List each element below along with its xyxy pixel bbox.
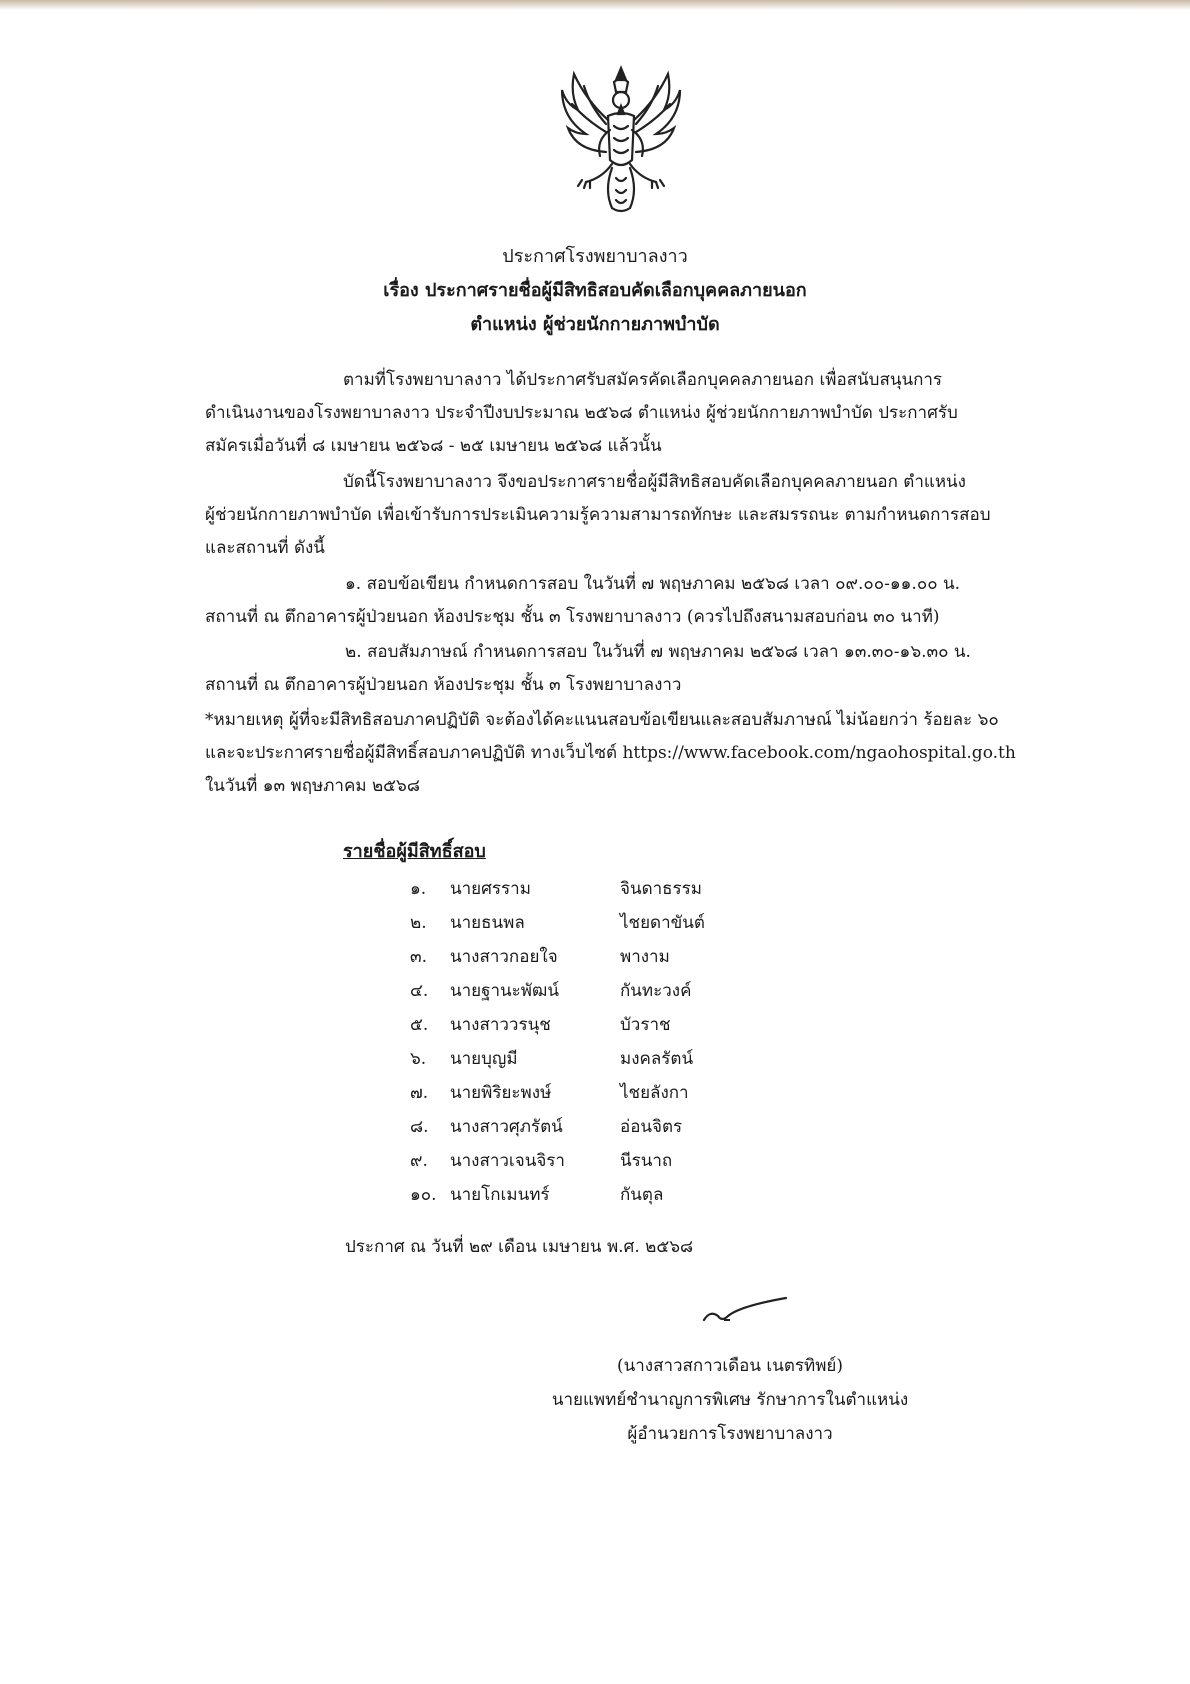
exam-line: ๒. สอบสัมภาษณ์ กำหนดการสอบ ในวันที่ ๗ พฤษภาคม ๒๕๖๘ เวลา ๑๓.๓๐-๑๖.๓๐ น. <box>345 642 971 662</box>
candidate-first-name: นางสาวกอยใจ <box>450 947 558 967</box>
candidate-first-name: นายบุญมี <box>450 1049 518 1069</box>
candidate-row <box>410 940 830 974</box>
paragraph-announcement <box>205 466 1085 565</box>
announcement-subject: เรื่อง ประกาศรายชื่อผู้มีสิทธิสอบคัดเลือกบุคคลภายนอก <box>383 280 807 301</box>
exam-written <box>205 568 1085 634</box>
candidate-number: ๒. <box>410 913 427 933</box>
candidate-number: ๘. <box>410 1117 429 1137</box>
paragraph-line: บัดนี้โรงพยาบาลงาว จึงขอประกาศรายชื่อผู้มีสิทธิสอบคัดเลือกบุคคลภายนอก ตำแหน่ง <box>343 472 966 492</box>
paragraph-line: สมัครเมื่อวันที่ ๘ เมษายน ๒๕๖๘ - ๒๕ เมษายน ๒๕๖๘ แล้วนั้น <box>205 436 662 456</box>
signatory-name: (นางสาวสกาวเดือน เนตรทิพย์) <box>616 1356 844 1376</box>
signature-icon <box>700 1290 790 1330</box>
remark-note <box>205 704 1085 803</box>
signatory-position: นายแพทย์ชำนาญการพิเศษ รักษาการในตำแหน่ง <box>551 1390 909 1410</box>
announcement-date: ประกาศ ณ วันที่ ๒๙ เดือน เมษายน พ.ศ. ๒๕๖๘ <box>345 1237 694 1257</box>
candidate-row <box>410 1076 830 1110</box>
paragraph-line: และสถานที่ ดังนี้ <box>205 538 325 558</box>
candidate-number: ๕. <box>410 1015 429 1035</box>
candidate-last-name: พางาม <box>620 947 670 967</box>
announcement-position: ตำแหน่ง ผู้ช่วยนักกายภาพบำบัด <box>470 314 720 335</box>
paragraph-line: ผู้ช่วยนักกายภาพบำบัด เพื่อเข้ารับการประเมินความรู้ความสามารถทักษะ และสมรรถนะ ตามกำหนดการสอบ <box>205 505 991 525</box>
announcement-heading: ประกาศโรงพยาบาลงาว <box>502 246 688 267</box>
candidate-first-name: นายศรราม <box>450 879 531 899</box>
candidate-first-name: นางสาวเจนจิรา <box>450 1151 565 1171</box>
note-line: และจะประกาศรายชื่อผู้มีสิทธิ์สอบภาคปฏิบัติ ทางเว็บไซต์ https://www.facebook.com/ngaohospital.go.th <box>205 743 1016 763</box>
candidate-number: ๗. <box>410 1083 429 1103</box>
candidate-number: ๖. <box>410 1049 427 1069</box>
signatory-title: ผู้อำนวยการโรงพยาบาลงาว <box>627 1424 833 1444</box>
candidate-number: ๑๐. <box>410 1185 437 1205</box>
candidate-list-heading: รายชื่อผู้มีสิทธิ์สอบ <box>343 841 486 862</box>
exam-interview <box>205 636 1085 702</box>
candidate-number: ๓. <box>410 947 428 967</box>
candidate-first-name: นายธนพล <box>450 913 525 933</box>
note-line: *หมายเหตุ ผู้ที่จะมีสิทธิสอบภาคปฏิบัติ จะต้องได้คะแนนสอบข้อเขียนและสอบสัมภาษณ์ ไม่น้อยกว่า ร้อยละ ๖๐ <box>205 710 999 730</box>
exam-line: ๑. สอบข้อเขียน กำหนดการสอบ ในวันที่ ๗ พฤษภาคม ๒๕๖๘ เวลา ๐๙.๐๐-๑๑.๐๐ น. <box>345 574 961 594</box>
candidate-number: ๔. <box>410 981 429 1001</box>
note-line: ในวันที่ ๑๓ พฤษภาคม ๒๕๖๘ <box>205 776 420 796</box>
candidate-last-name: อ่อนจิตร <box>620 1117 683 1137</box>
candidate-number: ๙. <box>410 1151 428 1171</box>
candidate-first-name: นายโกเมนทร์ <box>450 1185 550 1205</box>
candidate-first-name: นางสาวศุภรัตน์ <box>450 1117 563 1137</box>
candidate-first-name: นายพิริยะพงษ์ <box>450 1083 552 1103</box>
candidate-last-name: ไชยลังกา <box>620 1083 689 1103</box>
candidate-row <box>410 1144 830 1178</box>
candidate-last-name: มงคลรัตน์ <box>620 1049 694 1069</box>
candidate-last-name: ไชยดาขันต์ <box>620 913 705 933</box>
exam-line: สถานที่ ณ ตึกอาคารผู้ป่วยนอก ห้องประชุม ชั้น ๓ โรงพยาบาลงาว (ควรไปถึงสนามสอบก่อน ๓๐ นาที) <box>205 607 940 627</box>
candidate-last-name: จินดาธรรม <box>620 879 703 899</box>
candidate-first-name: นางสาววรนุช <box>450 1015 551 1035</box>
candidate-list <box>410 872 830 1212</box>
garuda-emblem-icon <box>556 60 686 216</box>
candidate-row <box>410 974 830 1008</box>
candidate-row <box>410 1110 830 1144</box>
candidate-number: ๑. <box>410 879 427 899</box>
candidate-row <box>410 1178 830 1212</box>
paragraph-intro <box>205 364 1085 463</box>
candidate-last-name: นีรนาถ <box>620 1151 673 1171</box>
candidate-first-name: นายฐานะพัฒน์ <box>450 981 559 1001</box>
candidate-row <box>410 1042 830 1076</box>
paragraph-line: ตามที่โรงพยาบาลงาว ได้ประกาศรับสมัครคัดเลือกบุคคลภายนอก เพื่อสนับสนุนการ <box>343 370 943 390</box>
candidate-row <box>410 906 830 940</box>
paragraph-line: ดำเนินงานของโรงพยาบาลงาว ประจำปีงบประมาณ ๒๕๖๘ ตำแหน่ง ผู้ช่วยนักกายภาพบำบัด ประกาศรับ <box>205 403 958 423</box>
candidate-last-name: กันตุล <box>620 1185 664 1205</box>
exam-line: สถานที่ ณ ตึกอาคารผู้ป่วยนอก ห้องประชุม ชั้น ๓ โรงพยาบาลงาว <box>205 675 682 695</box>
candidate-last-name: กันทะวงค์ <box>620 981 692 1001</box>
candidate-last-name: บัวราช <box>620 1015 671 1035</box>
candidate-row <box>410 872 830 906</box>
candidate-row <box>410 1008 830 1042</box>
